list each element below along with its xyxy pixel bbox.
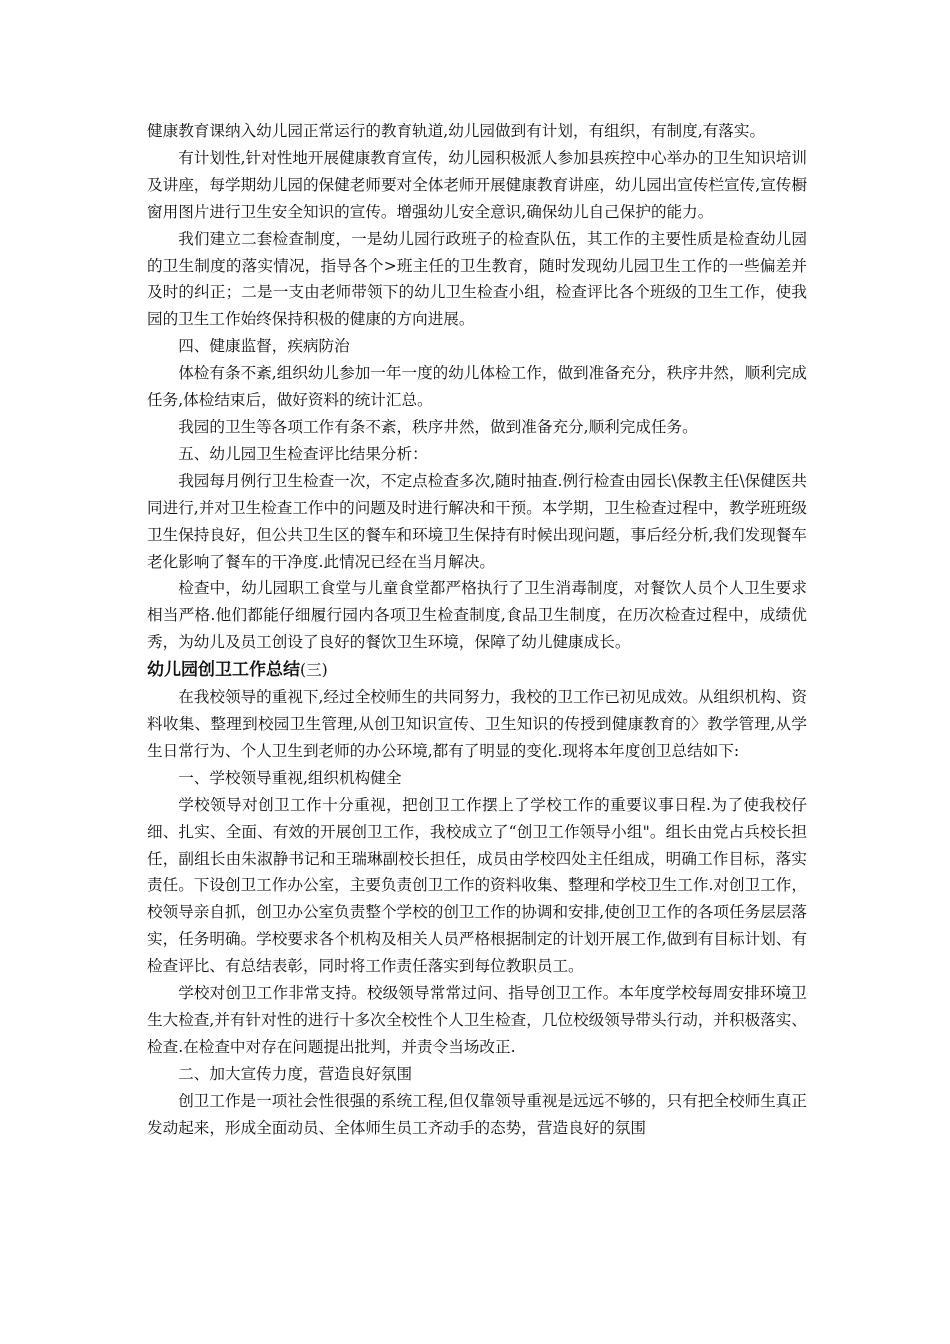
- paragraph-monthly-inspection: 我园每月例行卫生检查一次，不定点检查多次,随时抽查.例行检查由园长\保教主任\保健医共同进行,并对卫生检查工作中的问题及时进行解决和干预。本学期，卫生检查过程中，教学班班级卫生保持良好，但公共卫生区的餐车和环境卫生保持有时候出现问题，事后经分析,我们发现餐车老化影响了餐车的干净度.此情况已经在当月解决。: [147, 471, 807, 571]
- paragraph-order: 我园的卫生等各项工作有条不紊，秩序井然，做到准备充分,顺利完成任务。: [178, 417, 698, 436]
- document-heading: [147, 656, 807, 684]
- paragraph-summary-intro: 在我校领导的重视下,经过全校师生的共同努力，我校的卫工作已初见成效。从组织机构、资料收集、整理到校园卫生管理,从创卫知识宣传、卫生知识的传授到健康教育的〉教学管理,从学生日常行为、个人卫生到老师的办公环境,都有了明显的变化.现将本年度创卫总结如下:: [147, 688, 807, 760]
- paragraph-inspection-system: 我们建立二套检查制度，一是幼儿园行政班子的检查队伍，其工作的主要性质是检查幼儿园的卫生制度的落实情况，指导各个>班主任的卫生教育，随时发现幼儿园卫生工作的一些偏差并及时的纠正；二是一支由老师带领下的幼儿卫生检查小组，检查评比各个班级的卫生工作，使我园的卫生工作始终保持积极的健康的方向进展。: [147, 229, 807, 329]
- section-heading-health-supervision: 四、健康监督，疾病防治: [178, 337, 350, 356]
- heading-title: 幼儿园创卫工作总结: [147, 660, 300, 681]
- paragraph-physical-exam: 体检有条不紊,组织幼儿参加一年一度的幼儿体检工作，做到准备充分，秩序井然，顺利完成任务,体检结束后，做好资料的统计汇总。: [147, 364, 807, 410]
- paragraph-leadership: 学校领导对创卫工作十分重视，把创卫工作摆上了学校工作的重要议事日程.为了使我校仔细、扎实、全面、有效的开展创卫工作，我校成立了“创卫工作领导小组"。组长由党占兵校长担任，副组长由朱淑静书记和王瑞琳副校长担任，成员由学校四处主任组成，明确工作目标，落实责任。下设创卫工作办公室，主要负责创卫工作的资料收集、整理和学校卫生工作.对创卫工作，校领导亲自抓，创卫办公室负责整个学校的创卫工作的协调和安排,使创卫工作的各项任务层层落实，任务明确。学校要求各个机构及相关人员严格根据制定的计划开展工作,做到有目标计划、有检查评比、有总结表彰，同时将工作责任落实到每位教职员工。: [147, 795, 807, 976]
- paragraph-intro: 健康教育课纳入幼儿园正常运行的教育轨道,幼儿园做到有计划，有组织，有制度,有落实。: [147, 122, 766, 140]
- section-heading-inspection-results: 五、幼儿园卫生检查评比结果分析：: [178, 444, 428, 463]
- document-page: [147, 118, 807, 1142]
- paragraph-system-engineering: 创卫工作是一项社会性很强的系统工程,但仅靠领导重视是远远不够的，只有把全校师生真正发动起来，形成全面动员、全体师生员工齐动手的态势，营造良好的氛围: [147, 1091, 807, 1137]
- section-heading-publicity: 二、加大宣传力度，营造良好氛围: [178, 1064, 413, 1083]
- paragraph-support: 学校对创卫工作非常支持。校级领导常常过问、指导创卫工作。本年度学校每周安排环境卫生大检查,并有针对性的进行十多次全校性个人卫生检查，几位校级领导带头行动，并积极落实、检查.在检查中对存在问题提出批判，并责令当场改正.: [147, 984, 807, 1056]
- paragraph-publicity: 有计划性,针对性地开展健康教育宣传，幼儿园积极派人参加县疾控中心举办的卫生知识培训及讲座，每学期幼儿园的保健老师要对全体老师开展健康教育讲座，幼儿园出宣传栏宣传,宣传橱窗用图片进行卫生安全知识的宣传。增强幼儿安全意识,确保幼儿自己保护的能力。: [147, 148, 807, 221]
- section-heading-leadership: 一、学校领导重视,组织机构健全: [178, 768, 402, 787]
- paragraph-canteen: 检查中，幼儿园职工食堂与儿童食堂都严格执行了卫生消毒制度，对餐饮人员个人卫生要求相当严格.他们都能仔细履行园内各项卫生检查制度,食品卫生制度，在历次检查过程中，成绩优秀，为幼儿及员工创设了良好的餐饮卫生环境，保障了幼儿健康成长。: [147, 579, 807, 652]
- heading-suffix: (三): [300, 661, 328, 680]
